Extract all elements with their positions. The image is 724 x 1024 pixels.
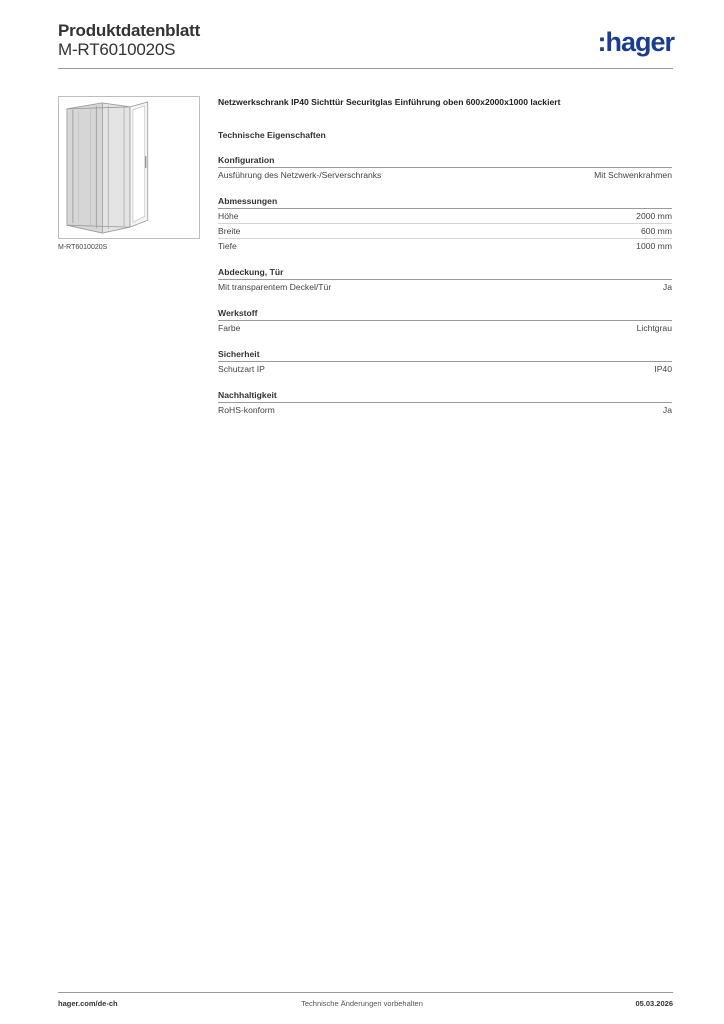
- group-werkstoff: [218, 307, 672, 335]
- property-row: [218, 321, 672, 335]
- group-title: Werkstoff: [218, 307, 672, 321]
- footer-date: 05.03.2026: [635, 999, 673, 1008]
- article-number: M-RT6010020S: [58, 40, 176, 59]
- property-label: Tiefe: [218, 241, 237, 251]
- group-title: Abmessungen: [218, 195, 672, 209]
- group-title: Nachhaltigkeit: [218, 389, 672, 403]
- section-title: Technische Eigenschaften: [218, 130, 326, 140]
- property-value: Lichtgrau: [636, 323, 672, 333]
- property-row: [218, 403, 672, 417]
- property-label: RoHS-konform: [218, 405, 275, 415]
- property-value: IP40: [654, 364, 672, 374]
- property-row: [218, 168, 672, 182]
- product-image: [58, 96, 200, 239]
- network-cabinet-icon: [59, 97, 199, 238]
- hager-logo: :hager: [597, 27, 674, 57]
- header-divider: [58, 68, 673, 69]
- group-nachhaltigkeit: [218, 389, 672, 417]
- property-label: Schutzart IP: [218, 364, 265, 374]
- property-value: 1000 mm: [636, 241, 672, 251]
- product-title: Netzwerkschrank IP40 Sichttür Securitglas Einführung oben 600x2000x1000 lackiert: [218, 97, 561, 107]
- property-label: Breite: [218, 226, 241, 236]
- footer-note: Technische Änderungen vorbehalten: [301, 999, 423, 1008]
- group-abdeckung-tuer: [218, 266, 672, 294]
- property-row: [218, 280, 672, 294]
- property-label: Ausführung des Netzwerk-/Serverschranks: [218, 170, 382, 180]
- group-title: Abdeckung, Tür: [218, 266, 672, 280]
- property-value: Ja: [662, 405, 672, 415]
- property-label: Farbe: [218, 323, 241, 333]
- property-row: [218, 224, 672, 239]
- property-row: [218, 209, 672, 224]
- group-sicherheit: [218, 348, 672, 376]
- group-title: Sicherheit: [218, 348, 672, 362]
- image-caption: M-RT6010020S: [58, 244, 108, 251]
- property-value: 600 mm: [640, 226, 672, 236]
- group-abmessungen: [218, 195, 672, 253]
- group-konfiguration: [218, 154, 672, 182]
- property-row: [218, 362, 672, 376]
- page-title: Produktdatenblatt: [58, 21, 201, 40]
- product-details: [218, 96, 672, 417]
- property-label: Höhe: [218, 211, 239, 221]
- footer-website-link[interactable]: hager.com/de-ch: [58, 999, 118, 1008]
- property-label: Mit transparentem Deckel/Tür: [218, 282, 332, 292]
- property-row: [218, 239, 672, 253]
- property-value: 2000 mm: [636, 211, 672, 221]
- property-value: Mit Schwenkrahmen: [594, 170, 672, 180]
- property-value: Ja: [662, 282, 672, 292]
- footer-divider: [58, 992, 673, 993]
- group-title: Konfiguration: [218, 154, 672, 168]
